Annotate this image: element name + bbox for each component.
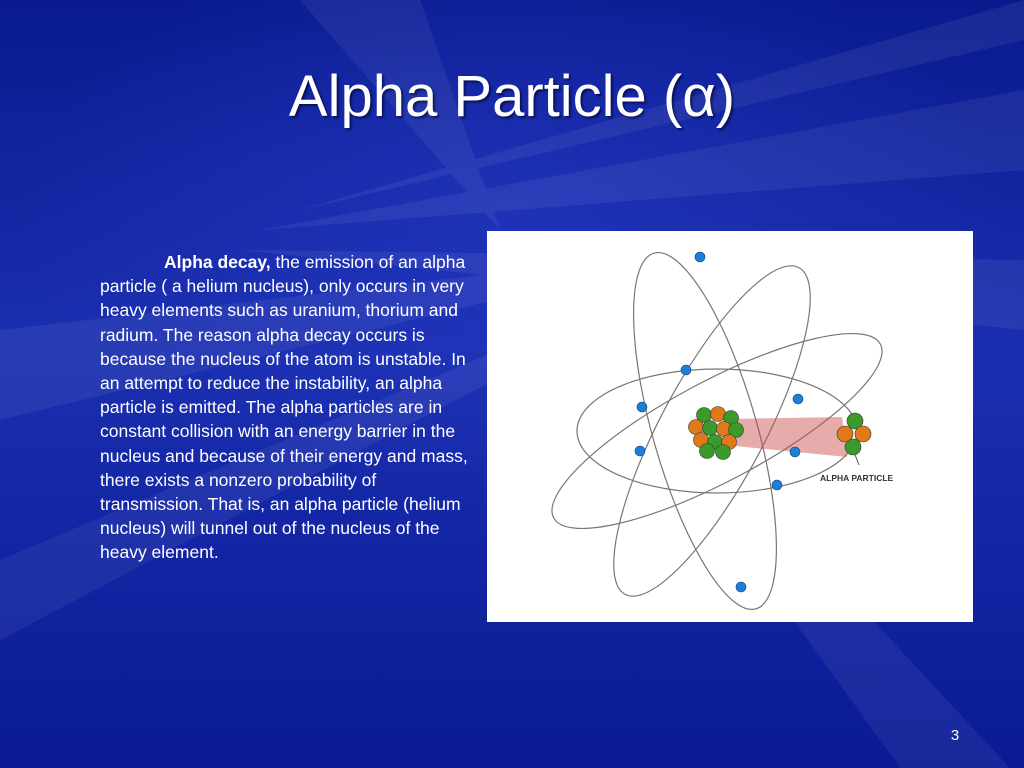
slide-title: Alpha Particle (α)	[288, 64, 736, 129]
proton	[700, 444, 715, 459]
figure-caption: ALPHA PARTICLE	[820, 473, 894, 483]
neutron	[855, 426, 871, 442]
body-paragraph	[100, 250, 484, 565]
alpha-beam	[725, 417, 847, 457]
body-lead: Alpha decay,	[164, 252, 271, 272]
electron	[793, 394, 803, 404]
electron	[790, 447, 800, 457]
page-number: 3	[950, 727, 960, 744]
nucleus	[689, 407, 744, 460]
neutron	[711, 407, 726, 422]
electron	[736, 582, 746, 592]
electron	[637, 402, 647, 412]
proton	[716, 445, 731, 460]
alpha-decay-diagram	[487, 231, 973, 622]
proton	[845, 439, 861, 455]
electron	[681, 365, 691, 375]
electron	[772, 480, 782, 490]
electron	[635, 446, 645, 456]
body-text: the emission of an alpha particle ( a helium nucleus), only occurs in very heavy elements such as uranium, thorium and radium. The reason alpha decay occurs is because the nucleus of the atom is unstable. In an attempt to reduce the instability, an alpha particle is emitted. The alpha particles are in constant collision with an energy barrier in the nucleus and because of their energy and mass, there exists a nonzero probability of transmission. That is, an alpha particle (helium nucleus) will tunnel out of the nucleus of the heavy element.	[100, 252, 468, 563]
electron	[695, 252, 705, 262]
